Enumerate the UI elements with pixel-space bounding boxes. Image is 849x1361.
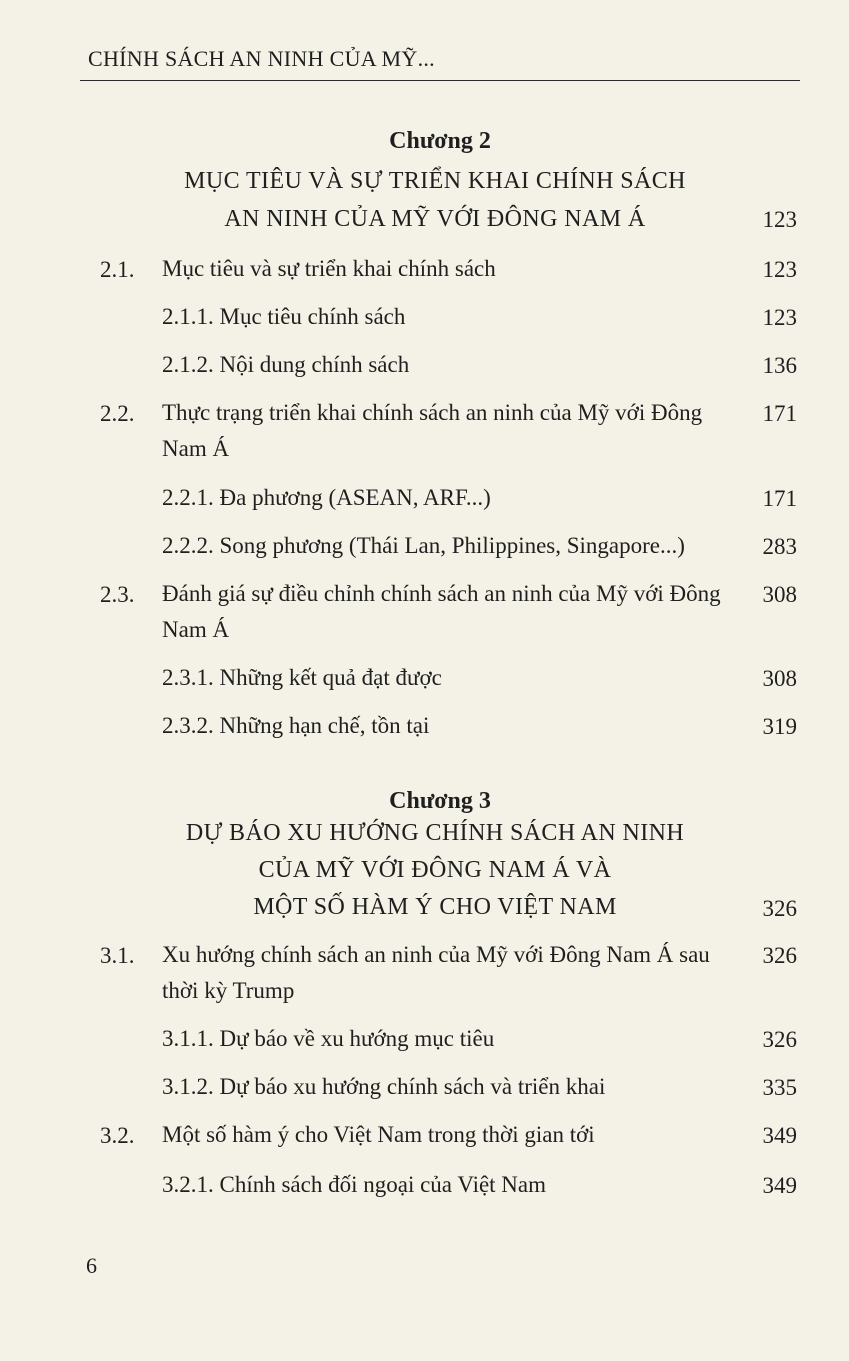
toc-entry-page: 349 <box>762 1123 797 1148</box>
toc-entry-page: 171 <box>762 486 797 511</box>
toc-entry-text[interactable]: 2.2.2. Song phương (Thái Lan, Philippines, Singapore...) <box>162 533 685 558</box>
chapter-2-title-line-1: MỤC TIÊU VÀ SỰ TRIỂN KHAI CHÍNH SÁCH <box>184 168 686 194</box>
toc-entry-page: 308 <box>762 582 797 607</box>
chapter-3-page: 326 <box>762 896 797 921</box>
toc-entry-page: 319 <box>762 714 797 739</box>
chapter-2-page: 123 <box>762 207 797 232</box>
toc-entry-page: 123 <box>762 257 797 282</box>
toc-entry-page: 136 <box>762 353 797 378</box>
toc-entry-text[interactable]: 3.2.1. Chính sách đối ngoại của Việt Nam <box>162 1172 547 1197</box>
toc-entry-page: 171 <box>762 401 797 426</box>
entry-number: 3.1. <box>100 943 135 968</box>
toc-entry-text[interactable]: 2.1.1. Mục tiêu chính sách <box>162 304 406 329</box>
toc-entry-page: 123 <box>762 305 797 330</box>
toc-entry-page: 283 <box>762 534 797 559</box>
chapter-3-title-line-1: DỰ BÁO XU HƯỚNG CHÍNH SÁCH AN NINH <box>185 820 685 846</box>
chapter-2-title-line-2: AN NINH CỦA MỸ VỚI ĐÔNG NAM Á <box>224 206 646 232</box>
toc-entry-page: 349 <box>762 1173 797 1198</box>
toc-entry-text[interactable]: 2.3.1. Những kết quả đạt được <box>162 665 442 690</box>
toc-entry-page: 308 <box>762 666 797 691</box>
entry-number: 2.1. <box>100 257 135 282</box>
chapter-3-title-line-2: CỦA MỸ VỚI ĐÔNG NAM Á VÀ <box>258 857 612 883</box>
chapter-2-label: Chương 2 <box>389 128 491 154</box>
toc-entry-text[interactable]: Một số hàm ý cho Việt Nam trong thời gian tới <box>162 1122 595 1147</box>
entry-number: 2.2. <box>100 401 135 426</box>
toc-entry-page: 326 <box>762 1027 797 1052</box>
toc-entry-text[interactable]: Đánh giá sự điều chỉnh chính sách an ninh của Mỹ với Đông Nam Á <box>162 581 721 642</box>
page-number: 6 <box>86 1253 97 1278</box>
header-rule <box>80 80 800 81</box>
entry-number: 3.2. <box>100 1123 135 1148</box>
toc-entry-text[interactable]: 2.3.2. Những hạn chế, tồn tại <box>162 713 430 738</box>
toc-entry-text[interactable]: 2.1.2. Nội dung chính sách <box>162 352 410 377</box>
toc-entry-text[interactable]: Xu hướng chính sách an ninh của Mỹ với Đông Nam Á sau thời kỳ Trump <box>162 942 710 1003</box>
running-header: CHÍNH SÁCH AN NINH CỦA MỸ... <box>88 46 435 71</box>
chapter-3-label: Chương 3 <box>389 788 491 814</box>
chapter-3-title-line-3: MỘT SỐ HÀM Ý CHO VIỆT NAM <box>253 894 617 920</box>
toc-entry-text[interactable]: 2.2.1. Đa phương (ASEAN, ARF...) <box>162 485 491 510</box>
toc-entry-text[interactable]: 3.1.1. Dự báo về xu hướng mục tiêu <box>162 1026 495 1051</box>
toc-entry-page: 335 <box>762 1075 797 1100</box>
entry-number: 2.3. <box>100 582 135 607</box>
toc-entry-text[interactable]: Mục tiêu và sự triển khai chính sách <box>162 256 496 281</box>
toc-entry-text[interactable]: 3.1.2. Dự báo xu hướng chính sách và triển khai <box>162 1074 606 1099</box>
toc-entry-page: 326 <box>762 943 797 968</box>
toc-entry-text[interactable]: Thực trạng triển khai chính sách an ninh của Mỹ với Đông Nam Á <box>162 400 703 461</box>
